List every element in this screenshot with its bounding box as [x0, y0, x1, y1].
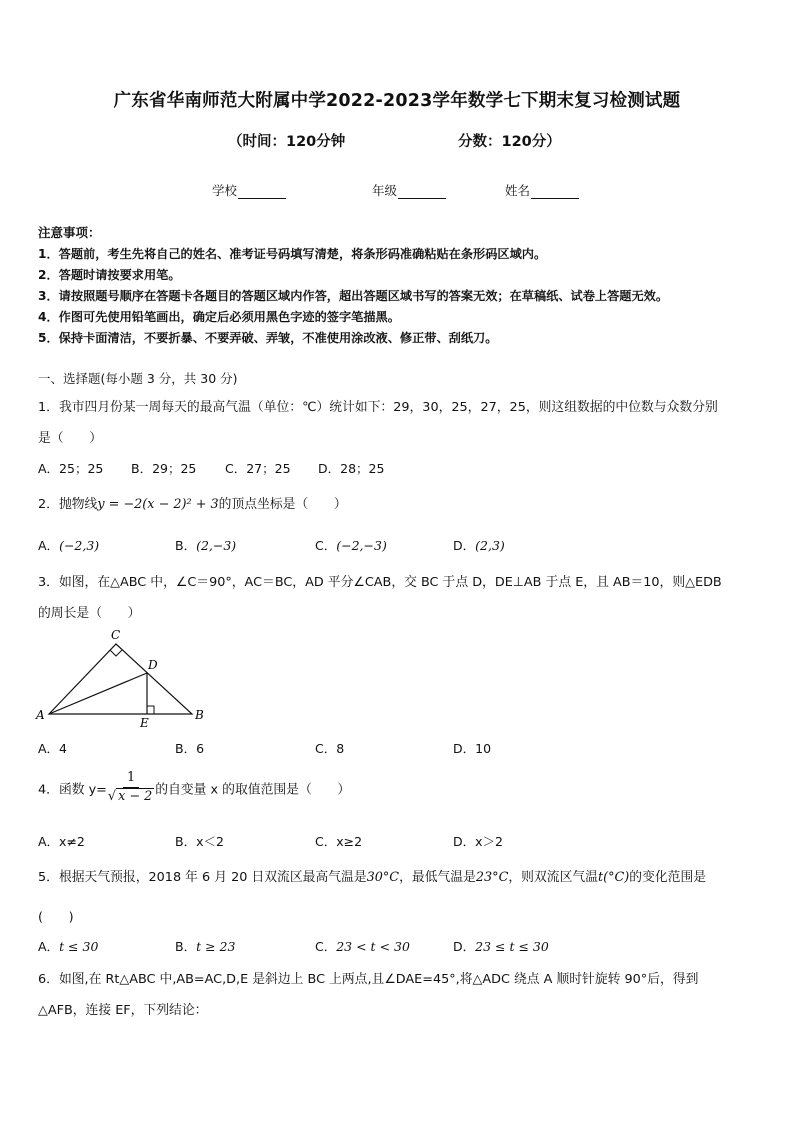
section-heading: 一、选择题(每小题 3 分，共 30 分) [38, 371, 238, 386]
q4-prefix: 4．函数 y= [38, 782, 107, 798]
label-c: C [111, 628, 121, 642]
field-school [212, 181, 286, 199]
q2-option-d-value: (2,3) [475, 538, 505, 553]
q5-option-b[interactable] [175, 937, 235, 955]
q5-high-temp: 30°C [366, 870, 400, 885]
q5-text-d: 的变化范围是 [629, 870, 707, 885]
q2-option-a[interactable] [38, 536, 99, 554]
q5-low-temp: 23°C [475, 870, 509, 885]
q5-option-a[interactable] [38, 937, 98, 955]
note-item: 2．答题时请按要求用笔。 [38, 268, 181, 282]
grade-blank[interactable] [398, 185, 446, 199]
q5-option-b-value: t ≥ 23 [196, 939, 236, 954]
q5-option-b-letter: B． [175, 939, 197, 954]
q5-text-c: ，则双流区气温 [508, 870, 598, 885]
field-name [505, 181, 579, 199]
q2-expression: y = −2(x − 2)² + 3 [97, 497, 219, 512]
q3-stem-line2: 的周长是（ ） [38, 606, 141, 621]
q5-option-a-letter: A． [38, 939, 60, 954]
field-school-label: 学校 [212, 183, 238, 198]
note-item: 3．请按照题号顺序在答题卡各题目的答题区域内作答，超出答题区域书写的答案无效；在草稿纸、试卷上答题无效。 [38, 289, 669, 303]
q5-text-a: 5．根据天气预报，2018 年 6 月 20 日双流区最高气温是 [38, 870, 367, 885]
q3-option-a[interactable]: A．4 [38, 741, 68, 756]
q3-option-d[interactable]: D．10 [453, 741, 492, 756]
right-angle-mark-c [110, 650, 122, 656]
sqrt-sign-icon: √ [107, 788, 117, 804]
q5-stem-line2: ( ) [38, 910, 74, 925]
q4-denominator: x − 2 [118, 788, 153, 804]
q6-stem-line1: 6．如图,在 Rt△ABC 中,AB=AC,D,E 是斜边上 BC 上两点,且∠DAE=45°,将△ADC 绕点 A 顺时针旋转 90°后，得到 [38, 972, 699, 987]
q3-option-c[interactable]: C．8 [315, 741, 345, 756]
field-name-label: 姓名 [505, 183, 531, 198]
q4-fraction [108, 772, 154, 804]
q1-option-c[interactable]: C．27；25 [225, 461, 291, 476]
field-grade-label: 年级 [372, 183, 398, 198]
q2-option-b-value: (2,−3) [196, 538, 237, 553]
q1-stem-line2: 是（ ） [38, 431, 102, 446]
q2-suffix: 的顶点坐标是（ ） [218, 497, 347, 512]
q4-option-d[interactable]: D．x＞2 [453, 834, 503, 849]
bisector-ad [49, 673, 147, 714]
q1-option-b[interactable]: B．29；25 [131, 461, 197, 476]
q2-option-b[interactable] [175, 536, 236, 554]
q2-option-d-letter: D． [453, 538, 476, 553]
q1-option-a[interactable]: A．25；25 [38, 461, 104, 476]
q5-option-c-letter: C． [315, 939, 337, 954]
q2-option-a-value: (−2,3) [59, 538, 100, 553]
q5-text-b: ，最低气温是 [399, 870, 476, 885]
q5-option-d[interactable] [453, 937, 549, 955]
right-angle-mark-e [147, 706, 154, 714]
q5-option-c[interactable] [315, 937, 410, 955]
triangle-abc [49, 644, 192, 714]
q2-prefix: 2．抛物线 [38, 497, 98, 512]
q5-option-c-value: 23 < t < 30 [336, 939, 410, 954]
q5-option-d-value: 23 ≤ t ≤ 30 [475, 939, 549, 954]
q3-stem-line1: 3．如图，在△ABC 中，∠C＝90°，AC＝BC，AD 平分∠CAB，交 BC 于点 D，DE⊥AB 于点 E，且 AB＝10，则△EDB [38, 575, 722, 590]
notes-title: 注意事项： [38, 225, 101, 240]
name-blank[interactable] [531, 185, 579, 199]
q2-option-c-letter: C． [315, 538, 337, 553]
school-blank[interactable] [238, 185, 286, 199]
field-grade [372, 181, 446, 199]
q4-option-c[interactable]: C．x≥2 [315, 834, 363, 849]
q4-numerator: 1 [123, 772, 139, 788]
q2-option-b-letter: B． [175, 538, 197, 553]
q4-option-b[interactable]: B．x＜2 [175, 834, 224, 849]
q2-stem [38, 493, 347, 512]
label-a: A [36, 708, 45, 722]
q2-option-d[interactable] [453, 536, 505, 554]
q4-suffix: 的自变量 x 的取值范围是（ ） [155, 782, 351, 798]
q1-stem-line1: 1．我市四月份某一周每天的最高气温（单位：℃）统计如下：29，30，25，27，25，则这组数据的中位数与众数分别 [38, 400, 718, 415]
q6-stem-line2: △AFB，连接 EF，下列结论： [38, 1003, 208, 1018]
exam-title: 广东省华南师范大附属中学2022-2023学年数学七下期末复习检测试题 [113, 91, 681, 111]
note-item: 5．保持卡面清洁，不要折暴、不要弄破、弄皱，不准使用涂改液、修正带、刮纸刀。 [38, 331, 498, 345]
note-item: 1．答题前，考生先将自己的姓名、准考证号码填写清楚，将条形码准确粘贴在条形码区域内。 [38, 247, 547, 261]
q2-option-a-letter: A． [38, 538, 60, 553]
note-item: 4．作图可先使用铅笔画出，确定后必须用黑色字迹的签字笔描黑。 [38, 310, 400, 324]
exam-score: 分数：120分） [458, 134, 561, 150]
q5-variable: t(°C) [597, 870, 630, 885]
q1-option-d[interactable]: D．28；25 [318, 461, 385, 476]
q3-option-b[interactable]: B．6 [175, 741, 205, 756]
q4-stem [38, 772, 350, 804]
exam-time: （时间：120分钟 [228, 134, 346, 150]
q5-option-a-value: t ≤ 30 [59, 939, 99, 954]
label-d: D [148, 658, 158, 672]
q3-triangle-figure [30, 626, 220, 730]
label-b: B [195, 708, 204, 722]
label-e: E [140, 716, 149, 730]
q4-option-a[interactable]: A．x≠2 [38, 834, 85, 849]
q5-stem-line1 [38, 866, 706, 885]
q5-option-d-letter: D． [453, 939, 476, 954]
q2-option-c-value: (−2,−3) [336, 538, 387, 553]
q2-option-c[interactable] [315, 536, 387, 554]
